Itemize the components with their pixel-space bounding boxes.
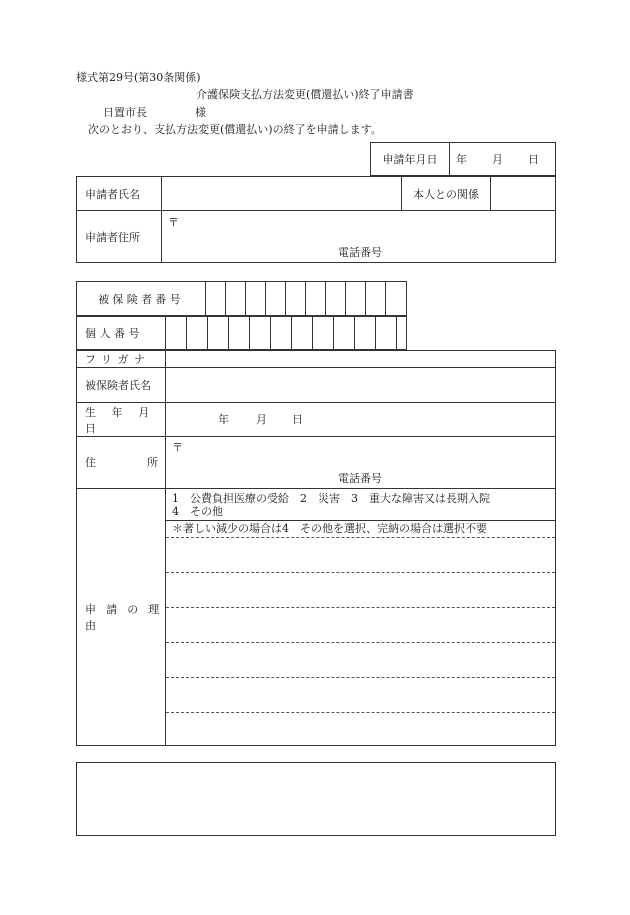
- insured-address-field[interactable]: [166, 437, 556, 489]
- personal-number-digit[interactable]: [187, 317, 208, 350]
- applicant-name-field[interactable]: [162, 177, 402, 211]
- insured-number-digit[interactable]: [266, 282, 286, 316]
- insured-number-digit[interactable]: [306, 282, 326, 316]
- honorific: 様: [195, 106, 206, 119]
- reason-line[interactable]: [166, 538, 555, 573]
- birth-day: 日: [292, 413, 303, 426]
- application-date-table: [370, 142, 556, 176]
- insured-number-digit[interactable]: [326, 282, 346, 316]
- application-date-label: 申請年月日: [371, 143, 450, 176]
- remarks-box[interactable]: [76, 762, 556, 836]
- applicant-address-field[interactable]: [162, 211, 556, 263]
- furigana-field[interactable]: [166, 351, 556, 368]
- insured-number-table: [76, 281, 407, 316]
- applicant-table: [76, 176, 556, 263]
- personal-number-digit[interactable]: [229, 317, 250, 350]
- insured-number-digit[interactable]: [346, 282, 366, 316]
- applicant-phone-label: 電話番号: [338, 246, 382, 259]
- insured-details-table: [76, 350, 556, 746]
- reason-line[interactable]: [166, 713, 555, 745]
- personal-number-digit[interactable]: [271, 317, 292, 350]
- insured-number-digit[interactable]: [246, 282, 266, 316]
- reason-field: [166, 489, 556, 746]
- birth-date-field[interactable]: [166, 403, 556, 437]
- furigana-label: フリガナ: [77, 351, 166, 368]
- reason-options[interactable]: [166, 489, 555, 521]
- personal-number-digit[interactable]: [376, 317, 397, 350]
- insured-number-digit[interactable]: [366, 282, 386, 316]
- application-date-field[interactable]: [450, 143, 556, 176]
- address-label-2: 所: [147, 456, 158, 469]
- insured-address-label: [77, 437, 166, 489]
- insured-name-label: 被保険者氏名: [77, 368, 166, 403]
- reason-line[interactable]: [166, 608, 555, 643]
- form-number: 様式第29号(第30条関係): [76, 71, 201, 84]
- insured-postal-mark: 〒: [172, 441, 183, 454]
- birth-month: 月: [256, 413, 267, 426]
- insured-number-digit[interactable]: [286, 282, 306, 316]
- personal-number-digit[interactable]: [313, 317, 334, 350]
- personal-number-table: [76, 316, 407, 350]
- personal-number-digit[interactable]: [208, 317, 229, 350]
- reason-options-line-1: 1 公費負担医療の受給 2 災害 3 重大な障害又は長期入院: [172, 492, 490, 505]
- insured-number-digit[interactable]: [206, 282, 226, 316]
- relation-field[interactable]: [491, 177, 556, 211]
- insured-phone-label: 電話番号: [338, 472, 382, 485]
- reason-line[interactable]: [166, 678, 555, 713]
- reason-line[interactable]: [166, 573, 555, 608]
- postal-mark: 〒: [168, 216, 179, 229]
- personal-number-digit[interactable]: [355, 317, 376, 350]
- insured-name-field[interactable]: [166, 368, 556, 403]
- personal-number-digit[interactable]: [166, 317, 187, 350]
- addressee: 日置市長: [103, 106, 147, 119]
- date-month: 月: [492, 153, 503, 166]
- applicant-name-label: 申請者氏名: [77, 177, 162, 211]
- applicant-address-label: 申請者住所: [77, 211, 162, 263]
- date-year: 年: [456, 153, 467, 166]
- reason-note: ＊著しい減少の場合は4 その他を選択、完納の場合は選択不要: [166, 521, 555, 538]
- personal-number-digit[interactable]: [397, 317, 407, 350]
- insured-number-digit[interactable]: [226, 282, 246, 316]
- relation-label: 本人との関係: [402, 177, 491, 211]
- form-title: 介護保険支払方法変更(償還払い)終了申請書: [196, 88, 414, 101]
- personal-number-digit[interactable]: [334, 317, 355, 350]
- personal-number-label: 個 人 番 号: [77, 317, 166, 350]
- insured-number-label: 被保険者番号: [77, 282, 206, 316]
- personal-number-digit[interactable]: [250, 317, 271, 350]
- reason-line[interactable]: [166, 643, 555, 678]
- date-day: 日: [528, 153, 539, 166]
- personal-number-digit[interactable]: [292, 317, 313, 350]
- insured-number-digit[interactable]: [386, 282, 407, 316]
- reason-options-line-2: 4 その他: [172, 505, 223, 518]
- birth-year: 年: [218, 413, 229, 426]
- request-statement: 次のとおり、支払方法変更(償還払い)の終了を申請します。: [88, 123, 382, 136]
- address-label-1: 住: [85, 456, 96, 469]
- birth-date-label: 生 年 月 日: [77, 403, 166, 437]
- reason-label: 申 請 の 理 由: [77, 489, 166, 746]
